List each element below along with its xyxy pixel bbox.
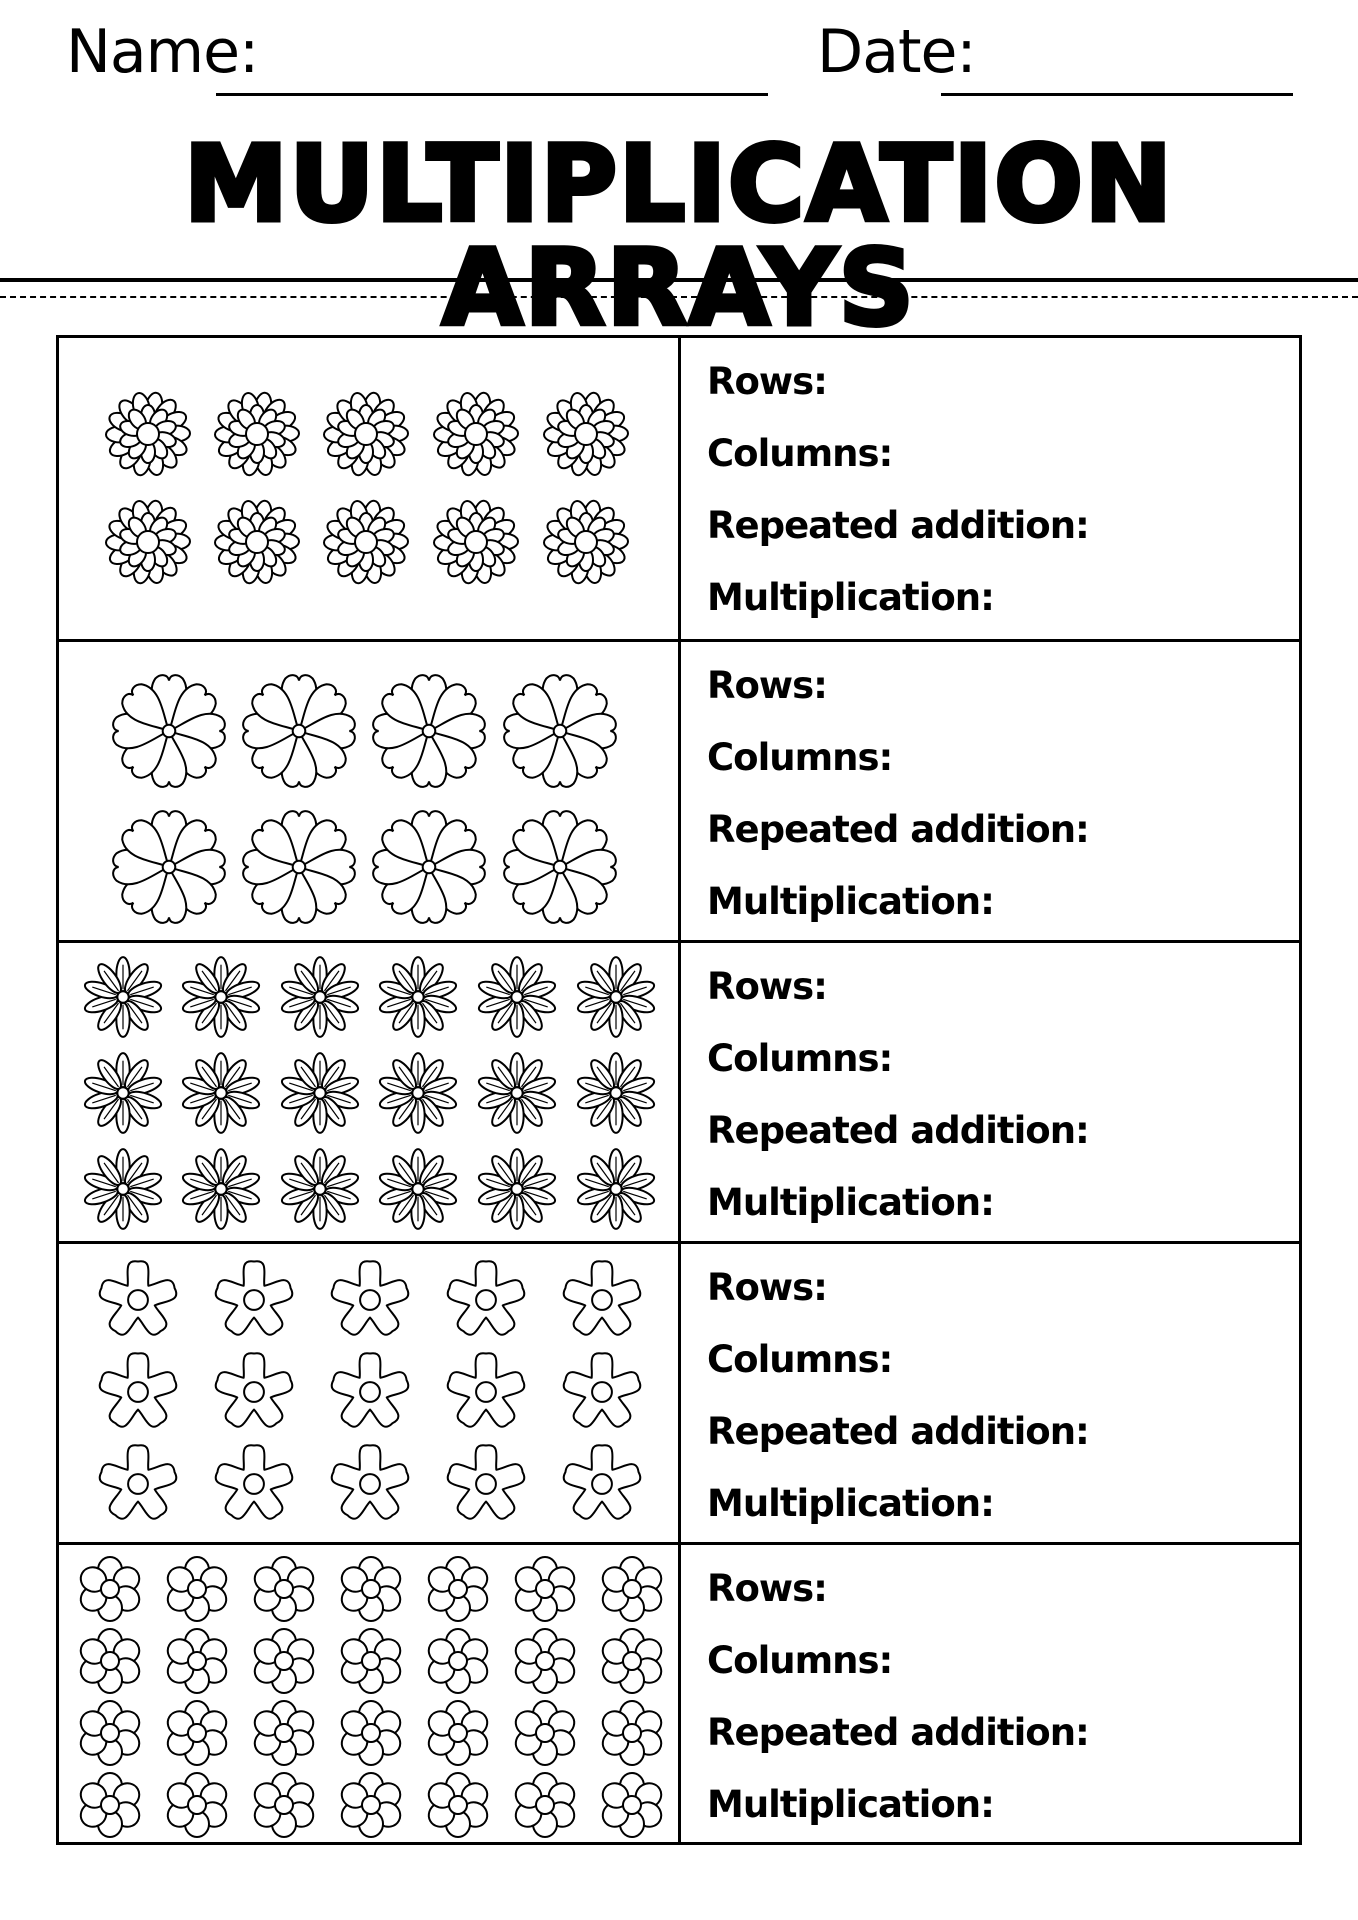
chrysanthemum-icon — [324, 499, 408, 584]
problem-grid — [56, 335, 1302, 1845]
chrysanthemum-icon — [544, 499, 628, 584]
worksheet-title: MULTIPLICATION ARRAYS — [184, 123, 1174, 349]
small-flower-icon — [250, 1701, 317, 1765]
daisy-icon — [280, 1053, 360, 1133]
problem-row — [59, 338, 1299, 640]
problem-row — [59, 940, 1299, 1242]
flower-array-drawing — [59, 1545, 678, 1844]
blossom-icon — [564, 1445, 641, 1519]
answer-prompts — [707, 346, 1289, 634]
daisy-icon — [378, 1053, 458, 1133]
daisy-icon — [181, 1053, 261, 1133]
flower-array-drawing — [59, 1244, 678, 1543]
chrysanthemum-icon — [434, 391, 518, 476]
small-flower-icon — [598, 1773, 665, 1837]
small-flower-icon — [337, 1773, 404, 1837]
columns-prompt[interactable]: Columns: — [707, 432, 893, 475]
small-flower-icon — [424, 1701, 491, 1765]
problem-row — [59, 1542, 1299, 1844]
name-label: Name: — [66, 17, 259, 87]
small-flower-icon — [250, 1557, 317, 1621]
flower-array-drawing — [59, 642, 678, 941]
problem-row — [59, 639, 1299, 941]
daisy-icon — [280, 1149, 360, 1229]
columns-prompt[interactable]: Columns: — [707, 1037, 893, 1080]
heart-petal-flower-icon — [243, 675, 355, 787]
small-flower-icon — [598, 1701, 665, 1765]
blossom-icon — [216, 1445, 293, 1519]
daisy-icon — [83, 957, 163, 1037]
blossom-icon — [100, 1353, 177, 1427]
repeated-addition-prompt[interactable]: Repeated addition: — [707, 1410, 1089, 1453]
multiplication-prompt[interactable]: Multiplication: — [707, 576, 994, 619]
daisy-icon — [181, 1149, 261, 1229]
small-flower-icon — [511, 1629, 578, 1693]
blossom-icon — [448, 1261, 525, 1335]
problem-row — [59, 1241, 1299, 1543]
small-flower-icon — [424, 1773, 491, 1837]
repeated-addition-prompt[interactable]: Repeated addition: — [707, 1711, 1089, 1754]
daisy-icon — [378, 1149, 458, 1229]
heart-petal-flower-icon — [504, 675, 616, 787]
daisy-icon — [576, 957, 656, 1037]
answer-prompts — [707, 1553, 1289, 1841]
heart-petal-flower-icon — [243, 811, 355, 923]
chrysanthemum-icon — [106, 499, 190, 584]
daisy-icon — [477, 957, 557, 1037]
heart-petal-flower-icon — [504, 811, 616, 923]
small-flower-icon — [76, 1773, 143, 1837]
small-flower-icon — [598, 1557, 665, 1621]
rows-prompt[interactable]: Rows: — [707, 360, 827, 403]
small-flower-icon — [337, 1629, 404, 1693]
small-flower-icon — [337, 1557, 404, 1621]
answer-prompts — [707, 1252, 1289, 1540]
name-input-line[interactable] — [216, 93, 768, 96]
daisy-icon — [280, 957, 360, 1037]
daisy-icon — [181, 957, 261, 1037]
columns-prompt[interactable]: Columns: — [707, 1639, 893, 1682]
chrysanthemum-icon — [215, 499, 299, 584]
blossom-icon — [100, 1261, 177, 1335]
columns-prompt[interactable]: Columns: — [707, 1338, 893, 1381]
small-flower-icon — [424, 1629, 491, 1693]
small-flower-icon — [250, 1629, 317, 1693]
multiplication-prompt[interactable]: Multiplication: — [707, 1482, 994, 1525]
rows-prompt[interactable]: Rows: — [707, 965, 827, 1008]
small-flower-icon — [163, 1629, 230, 1693]
multiplication-prompt[interactable]: Multiplication: — [707, 1783, 994, 1826]
daisy-icon — [477, 1053, 557, 1133]
chrysanthemum-icon — [434, 499, 518, 584]
blossom-icon — [332, 1445, 409, 1519]
multiplication-prompt[interactable]: Multiplication: — [707, 1181, 994, 1224]
small-flower-icon — [511, 1701, 578, 1765]
blossom-icon — [564, 1261, 641, 1335]
blossom-icon — [332, 1261, 409, 1335]
small-flower-icon — [337, 1701, 404, 1765]
daisy-icon — [576, 1053, 656, 1133]
blossom-icon — [332, 1353, 409, 1427]
flower-array — [59, 642, 681, 941]
small-flower-icon — [598, 1629, 665, 1693]
flower-array-drawing — [59, 338, 678, 640]
heart-petal-flower-icon — [373, 811, 485, 923]
daisy-icon — [477, 1149, 557, 1229]
flower-array — [59, 1244, 681, 1543]
heart-petal-flower-icon — [373, 675, 485, 787]
chrysanthemum-icon — [106, 391, 190, 476]
flower-array — [59, 338, 681, 640]
date-label: Date: — [817, 17, 976, 87]
chrysanthemum-icon — [215, 391, 299, 476]
answer-prompts — [707, 650, 1289, 938]
daisy-icon — [83, 1149, 163, 1229]
rows-prompt[interactable]: Rows: — [707, 1567, 827, 1610]
blossom-icon — [100, 1445, 177, 1519]
chrysanthemum-icon — [324, 391, 408, 476]
header-divider — [0, 278, 1358, 282]
blossom-icon — [216, 1261, 293, 1335]
small-flower-icon — [76, 1557, 143, 1621]
flower-array — [59, 943, 681, 1242]
columns-prompt[interactable]: Columns: — [707, 736, 893, 779]
small-flower-icon — [163, 1701, 230, 1765]
flower-array — [59, 1545, 681, 1844]
small-flower-icon — [511, 1773, 578, 1837]
answer-prompts — [707, 951, 1289, 1239]
small-flower-icon — [511, 1557, 578, 1621]
heart-petal-flower-icon — [113, 675, 225, 787]
repeated-addition-prompt[interactable]: Repeated addition: — [707, 808, 1089, 851]
blossom-icon — [448, 1445, 525, 1519]
chrysanthemum-icon — [544, 391, 628, 476]
flower-array-drawing — [59, 943, 678, 1242]
small-flower-icon — [76, 1629, 143, 1693]
repeated-addition-prompt[interactable]: Repeated addition: — [707, 1109, 1089, 1152]
small-flower-icon — [250, 1773, 317, 1837]
daisy-icon — [83, 1053, 163, 1133]
small-flower-icon — [424, 1557, 491, 1621]
dashed-divider — [0, 296, 1358, 298]
daisy-icon — [576, 1149, 656, 1229]
daisy-icon — [378, 957, 458, 1037]
blossom-icon — [216, 1353, 293, 1427]
small-flower-icon — [163, 1773, 230, 1837]
small-flower-icon — [163, 1557, 230, 1621]
multiplication-prompt[interactable]: Multiplication: — [707, 880, 994, 923]
blossom-icon — [564, 1353, 641, 1427]
heart-petal-flower-icon — [113, 811, 225, 923]
small-flower-icon — [76, 1701, 143, 1765]
date-input-line[interactable] — [941, 93, 1293, 96]
repeated-addition-prompt[interactable]: Repeated addition: — [707, 504, 1089, 547]
rows-prompt[interactable]: Rows: — [707, 664, 827, 707]
blossom-icon — [448, 1353, 525, 1427]
rows-prompt[interactable]: Rows: — [707, 1266, 827, 1309]
